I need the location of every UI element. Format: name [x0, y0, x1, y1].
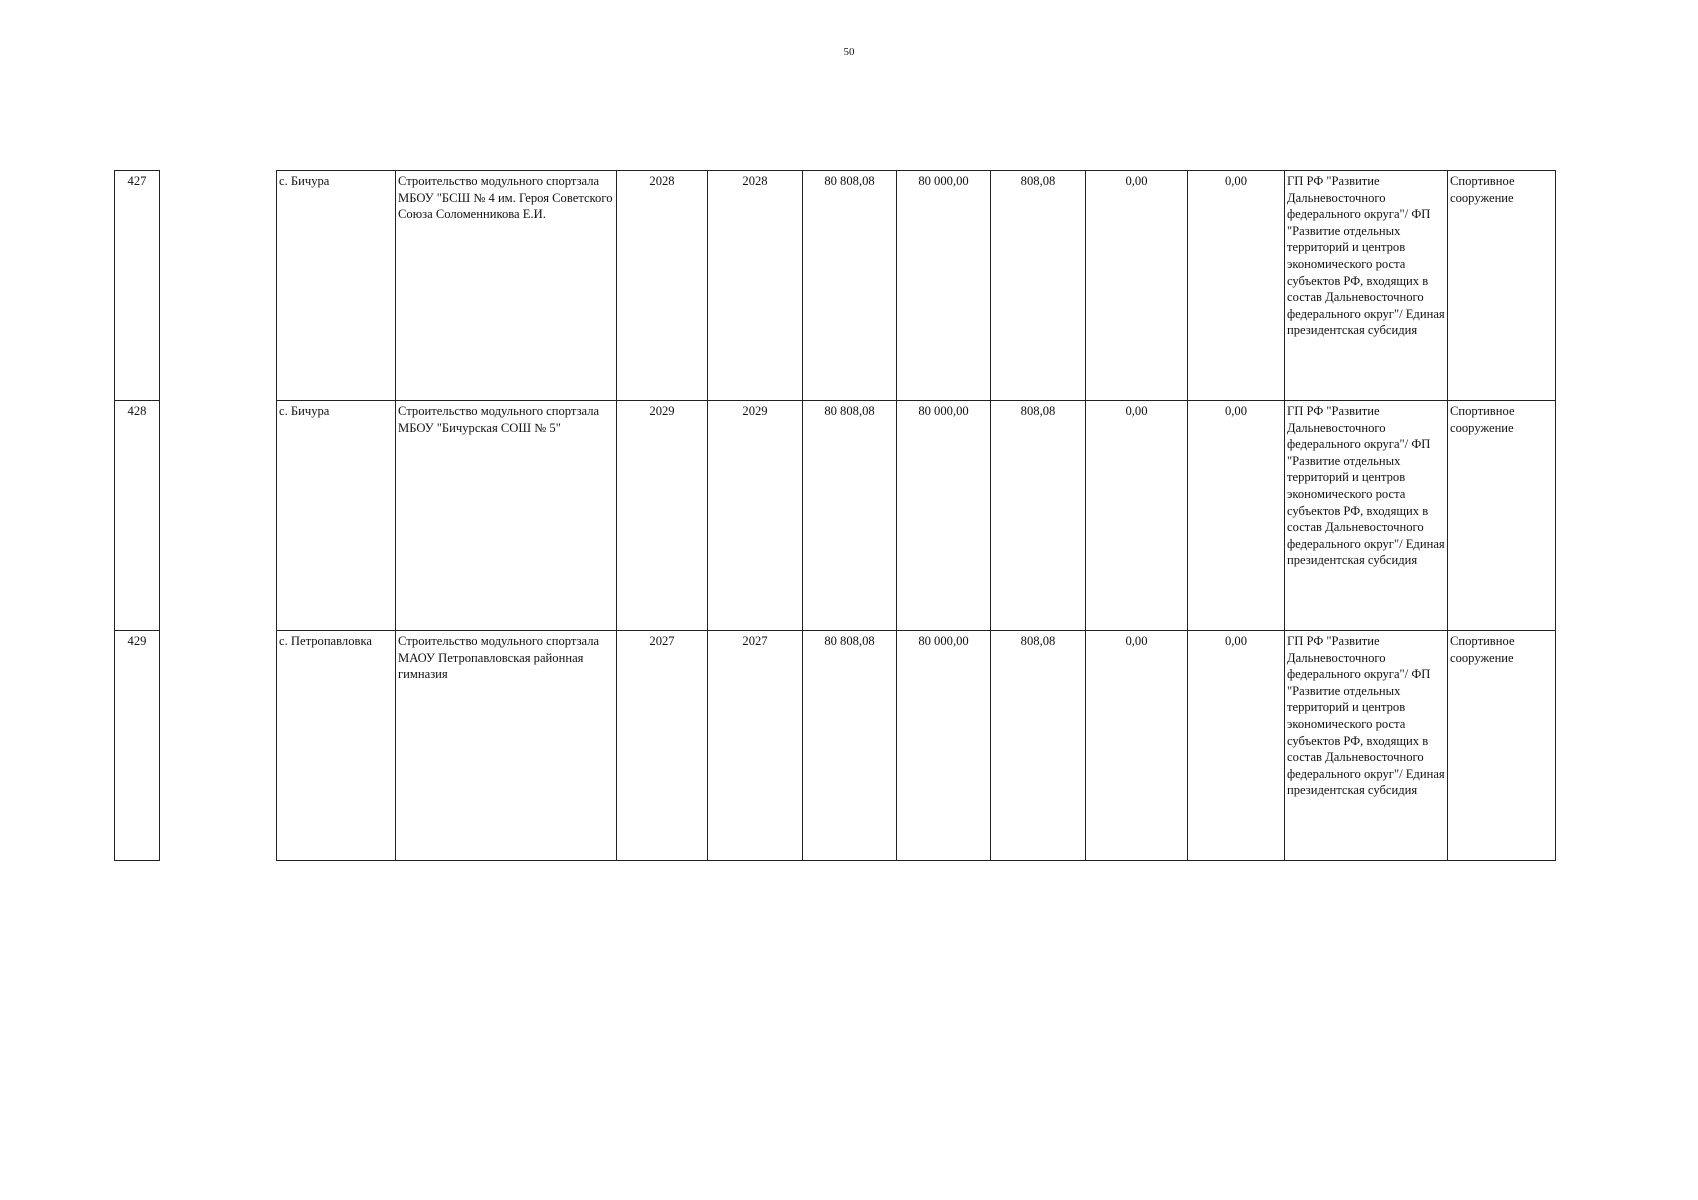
- row-number: 429: [114, 630, 160, 861]
- total-cell: 80 808,08: [802, 630, 897, 861]
- table-row: [115, 171, 1551, 401]
- year-start-cell: 2029: [616, 400, 708, 631]
- total-cell: 80 808,08: [802, 170, 897, 401]
- local-cell: 0,00: [1085, 400, 1188, 631]
- table-row: [115, 631, 1551, 861]
- year-start-cell: 2027: [616, 630, 708, 861]
- program-cell: ГП РФ "Развитие Дальневосточного федерального округа"/ ФП "Развитие отдельных территорий и центров экономического роста субъектов РФ, входящих в состав Дальневосточного федерального округ"/ Единая президентская субсидия: [1284, 630, 1448, 861]
- year-start-cell: 2028: [616, 170, 708, 401]
- regional-cell: 808,08: [990, 170, 1086, 401]
- year-end-cell: 2028: [707, 170, 803, 401]
- object-type-cell: Спортивное сооружение: [1447, 400, 1556, 631]
- object-name-cell: Строительство модульного спортзала МБОУ "БСШ № 4 им. Героя Советского Союза Соломенникова Е.И.: [395, 170, 617, 401]
- regional-cell: 808,08: [990, 630, 1086, 861]
- year-end-cell: 2027: [707, 630, 803, 861]
- federal-cell: 80 000,00: [896, 400, 991, 631]
- local-cell: 0,00: [1085, 170, 1188, 401]
- program-cell: ГП РФ "Развитие Дальневосточного федерального округа"/ ФП "Развитие отдельных территорий и центров экономического роста субъектов РФ, входящих в состав Дальневосточного федерального округ"/ Единая президентская субсидия: [1284, 400, 1448, 631]
- federal-cell: 80 000,00: [896, 630, 991, 861]
- other-cell: 0,00: [1187, 170, 1285, 401]
- object-type-cell: Спортивное сооружение: [1447, 170, 1556, 401]
- regional-cell: 808,08: [990, 400, 1086, 631]
- settlement-cell: с. Бичура: [276, 170, 396, 401]
- year-end-cell: 2029: [707, 400, 803, 631]
- settlement-cell: с. Петропавловка: [276, 630, 396, 861]
- program-cell: ГП РФ "Развитие Дальневосточного федерального округа"/ ФП "Развитие отдельных территорий и центров экономического роста субъектов РФ, входящих в состав Дальневосточного федерального округ"/ Единая президентская субсидия: [1284, 170, 1448, 401]
- object-type-cell: Спортивное сооружение: [1447, 630, 1556, 861]
- settlement-cell: с. Бичура: [276, 400, 396, 631]
- local-cell: 0,00: [1085, 630, 1188, 861]
- other-cell: 0,00: [1187, 400, 1285, 631]
- row-number: 428: [114, 400, 160, 631]
- object-name-cell: Строительство модульного спортзала МАОУ Петропавловская районная гимназия: [395, 630, 617, 861]
- objects-table: [115, 171, 1551, 861]
- page-number: 50: [843, 46, 855, 58]
- table-row: [115, 401, 1551, 631]
- federal-cell: 80 000,00: [896, 170, 991, 401]
- object-name-cell: Строительство модульного спортзала МБОУ "Бичурская СОШ № 5": [395, 400, 617, 631]
- total-cell: 80 808,08: [802, 400, 897, 631]
- other-cell: 0,00: [1187, 630, 1285, 861]
- row-number: 427: [114, 170, 160, 401]
